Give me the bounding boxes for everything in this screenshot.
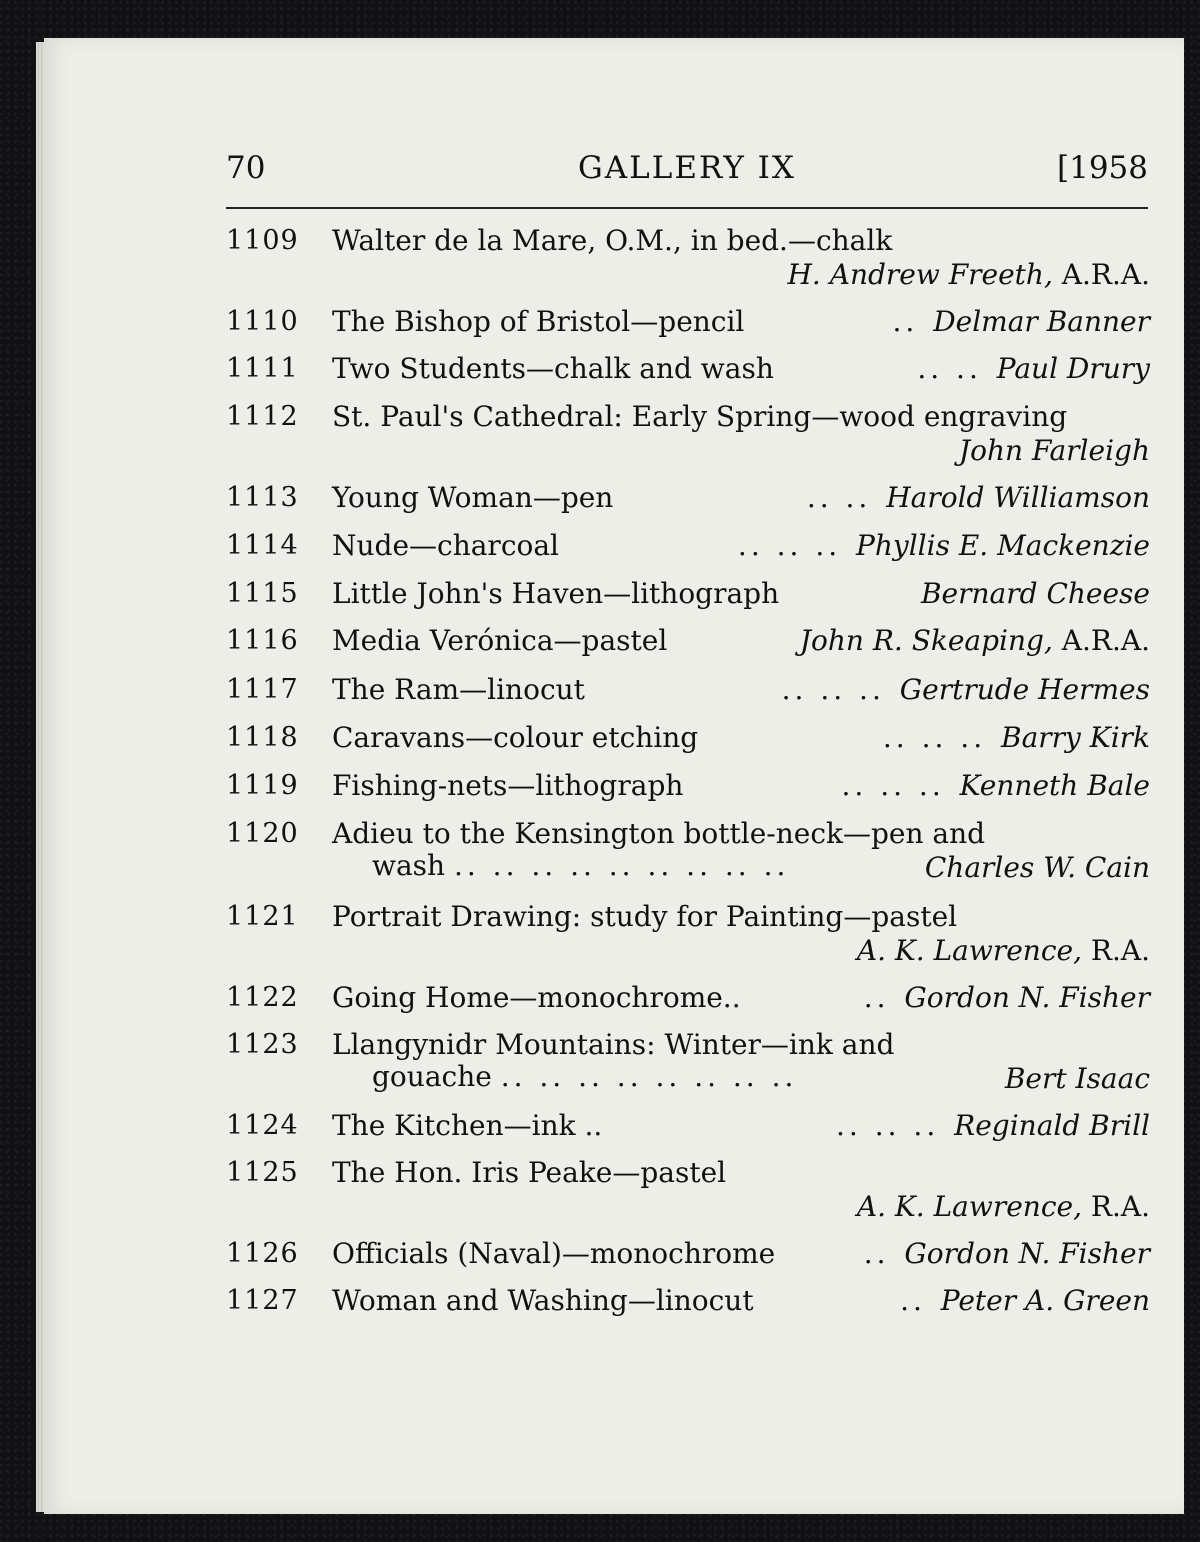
artist-name: Peter A. Green [940,1284,1150,1317]
catalogue-number: 1127 [226,1285,299,1316]
artist-name: H. Andrew Freeth, [787,258,1053,291]
leader-dots: .. .. .. [841,769,945,802]
catalogue-number: 1124 [226,1110,299,1141]
leader-dots: .. .. [917,352,982,385]
title-continuation-text: wash [372,849,446,882]
work-title: Officials (Naval)—monochrome [332,1237,776,1270]
work-title: The Hon. Iris Peake—pastel [332,1156,727,1189]
leader-dots: .. .. .. [882,721,987,754]
leader-dots: .. .. .. .. .. .. .. .. .. [453,849,790,882]
catalogue-number: 1121 [226,901,299,932]
artist-name: Gordon N. Fisher [904,1237,1150,1270]
artist-line [925,851,1150,885]
work-title: Woman and Washing—linocut [332,1284,754,1317]
catalogue-number: 1110 [226,306,299,337]
work-title: Little John's Haven—lithograph [332,577,780,610]
leader-dots: .. [892,305,919,338]
catalogue-number: 1123 [226,1029,299,1060]
catalogue-number: 1112 [226,401,299,432]
artist-line [800,624,1150,658]
artist-suffix: A.R.A. [1061,258,1150,291]
artist-line [959,434,1150,468]
catalogue-number: 1109 [226,225,299,256]
catalogue-number: 1113 [226,482,299,513]
artist-name: A. K. Lawrence, [856,934,1082,967]
artist-name: Harold Williamson [886,481,1150,514]
artist-line [864,981,1150,1015]
work-title: Llangynidr Mountains: Winter—ink and [332,1028,895,1061]
catalogue-number: 1111 [226,353,299,384]
work-title: St. Paul's Cathedral: Early Spring—wood engraving [332,400,1068,433]
artist-line [738,529,1150,563]
artist-name: Bert Isaac [1004,1062,1150,1095]
artist-name: Gertrude Hermes [899,673,1150,706]
leader-dots: .. [863,981,890,1014]
title-continuation-text: gouache [372,1060,492,1093]
artist-line [892,305,1150,339]
artist-name: John Farleigh [958,434,1150,467]
catalogue-number: 1118 [226,722,299,753]
artist-line [1005,1062,1150,1096]
leader-dots: .. .. [806,481,872,514]
header-rule [226,207,1148,209]
artist-name: Reginald Brill [954,1109,1150,1142]
catalogue-number: 1114 [226,530,299,561]
catalogue-number: 1120 [226,818,299,849]
work-title: Fishing-nets—lithograph [332,769,684,802]
artist-line [857,1190,1150,1224]
artist-line [900,1284,1150,1318]
artist-name: Gordon N. Fisher [904,981,1150,1014]
work-title: Nude—charcoal [332,529,560,562]
artist-name: Kenneth Bale [959,769,1150,802]
artist-name: Barry Kirk [1001,721,1150,754]
page-header [226,150,1148,200]
artist-suffix: A.R.A. [1061,624,1150,657]
artist-line [788,258,1151,292]
artist-line [883,721,1150,755]
catalogue-number: 1125 [226,1157,299,1188]
work-title: Young Woman—pen [332,481,614,514]
catalogue-number: 1126 [226,1238,299,1269]
artist-line [864,1237,1150,1271]
work-title: Caravans—colour etching [332,721,699,754]
work-title: The Bishop of Bristol—pencil [332,305,745,338]
leader-dots: .. .. .. [836,1109,940,1142]
artist-name: Bernard Cheese [920,577,1150,610]
work-title: Two Students—chalk and wash [332,352,774,385]
work-title: Media Verónica—pastel [332,624,668,657]
work-title: Walter de la Mare, O.M., in bed.—chalk [332,224,893,257]
leader-dots: .. .. .. [781,673,885,706]
catalogue-number: 1117 [226,674,299,705]
title-continuation [372,1060,803,1094]
leader-dots: .. [900,1284,926,1317]
artist-name: Charles W. Cain [924,851,1150,884]
work-title: The Ram—linocut [332,673,585,706]
leader-dots: .. [863,1237,890,1270]
artist-name: A. K. Lawrence, [856,1190,1082,1223]
artist-line [807,481,1150,515]
title-continuation [372,849,795,883]
catalogue-number: 1122 [226,982,299,1013]
work-title: Adieu to the Kensington bottle-neck—pen and [332,817,986,850]
artist-line [921,577,1150,611]
leader-dots: .. .. .. [737,529,842,562]
artist-suffix: R.A. [1090,1190,1150,1223]
artist-suffix: R.A. [1090,934,1150,967]
catalogue-number: 1116 [226,625,299,656]
leader-dots: .. .. .. .. .. .. .. .. [500,1060,798,1093]
running-head: GALLERY IX [578,150,796,186]
catalogue-number: 1115 [226,578,299,609]
work-title: The Kitchen—ink .. [332,1109,603,1142]
artist-name: John R. Skeaping, [799,624,1053,657]
catalogue-number: 1119 [226,770,299,801]
artist-line [857,934,1150,968]
artist-line [842,769,1150,803]
work-title: Going Home—monochrome.. [332,981,741,1014]
artist-line [836,1109,1150,1143]
artist-line [782,673,1150,707]
artist-line [917,352,1150,386]
artist-name: Paul Drury [996,352,1150,385]
artist-name: Phyllis E. Mackenzie [856,529,1150,562]
page-number: 70 [226,150,266,186]
work-title: Portrait Drawing: study for Painting—pastel [332,900,958,933]
year-marker: [1958 [1057,150,1148,186]
artist-name: Delmar Banner [933,305,1150,338]
